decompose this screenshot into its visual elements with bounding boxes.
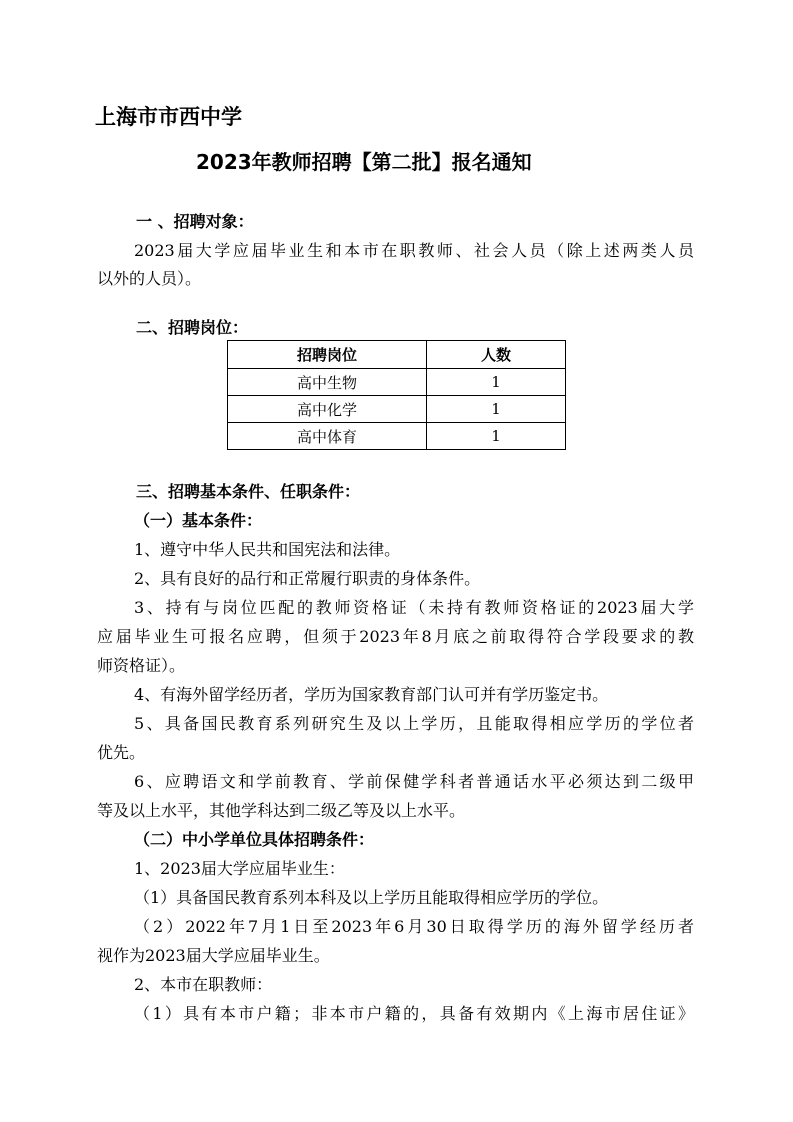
table-cell-position: 高中化学 xyxy=(228,396,427,423)
school-name: 上海市市西中学 xyxy=(95,105,242,129)
condition-item: 师资格证）。 xyxy=(97,656,186,675)
positions-table xyxy=(227,340,566,450)
table-row xyxy=(228,369,566,396)
condition-item: 优先。 xyxy=(97,743,146,762)
subsection-heading-specific-conditions: （二）中小学单位具体招聘条件： xyxy=(134,830,375,849)
table-row xyxy=(228,423,566,450)
condition-item: 2、具有良好的品行和正常履行职责的身体条件。 xyxy=(134,569,481,588)
paragraph-line: 2023届大学应届毕业生和本市在职教师、社会人员（除上述两类人员 xyxy=(134,241,694,260)
condition-item: 1、2023届大学应届毕业生： xyxy=(134,859,345,878)
table-cell-count: 1 xyxy=(427,369,566,396)
condition-item: 等及以上水平，其他学科达到二级乙等及以上水平。 xyxy=(97,801,466,820)
condition-item: 视作为2023届大学应届毕业生。 xyxy=(97,946,330,965)
condition-item: （1）具备国民教育系列本科及以上学历且能取得相应学历的学位。 xyxy=(134,888,609,907)
condition-item: 4、有海外留学经历者，学历为国家教育部门认可并有学历鉴定书。 xyxy=(134,685,609,704)
table-row xyxy=(228,396,566,423)
table-cell-position: 高中生物 xyxy=(228,369,427,396)
condition-item: 1、遵守中华人民共和国宪法和法律。 xyxy=(134,540,401,559)
paragraph-line: 以外的人员）。 xyxy=(97,269,202,288)
table-cell-count: 1 xyxy=(427,423,566,450)
section-heading-conditions: 三、招聘基本条件、任职条件： xyxy=(136,482,361,501)
condition-item: 5、具备国民教育系列研究生及以上学历，且能取得相应学历的学位者 xyxy=(134,714,694,733)
condition-item: （1）具有本市户籍；非本市户籍的，具备有效期内《上海市居住证》 xyxy=(134,1004,694,1023)
condition-item: 6、应聘语文和学前教育、学前保健学科者普通话水平必须达到二级甲 xyxy=(134,772,694,791)
page-title: 2023年教师招聘【第二批】报名通知 xyxy=(196,150,532,174)
condition-item: 2、本市在职教师： xyxy=(134,975,273,994)
subsection-heading-basic-conditions: （一）基本条件： xyxy=(134,511,263,530)
section-heading-positions: 二、招聘岗位： xyxy=(136,318,249,337)
section-heading-recruitment-target: 一 、招聘对象： xyxy=(136,212,254,231)
table-header-row xyxy=(228,341,566,369)
condition-item: 应届毕业生可报名应聘，但须于2023年8月底之前取得符合学段要求的教 xyxy=(97,627,694,646)
condition-item: 3、持有与岗位匹配的教师资格证（未持有教师资格证的2023届大学 xyxy=(134,598,694,617)
table-cell-count: 1 xyxy=(427,396,566,423)
condition-item: （2）2022年7月1日至2023年6月30日取得学历的海外留学经历者 xyxy=(134,917,694,936)
column-header-count: 人数 xyxy=(427,341,566,369)
table-cell-position: 高中体育 xyxy=(228,423,427,450)
column-header-position: 招聘岗位 xyxy=(228,341,427,369)
